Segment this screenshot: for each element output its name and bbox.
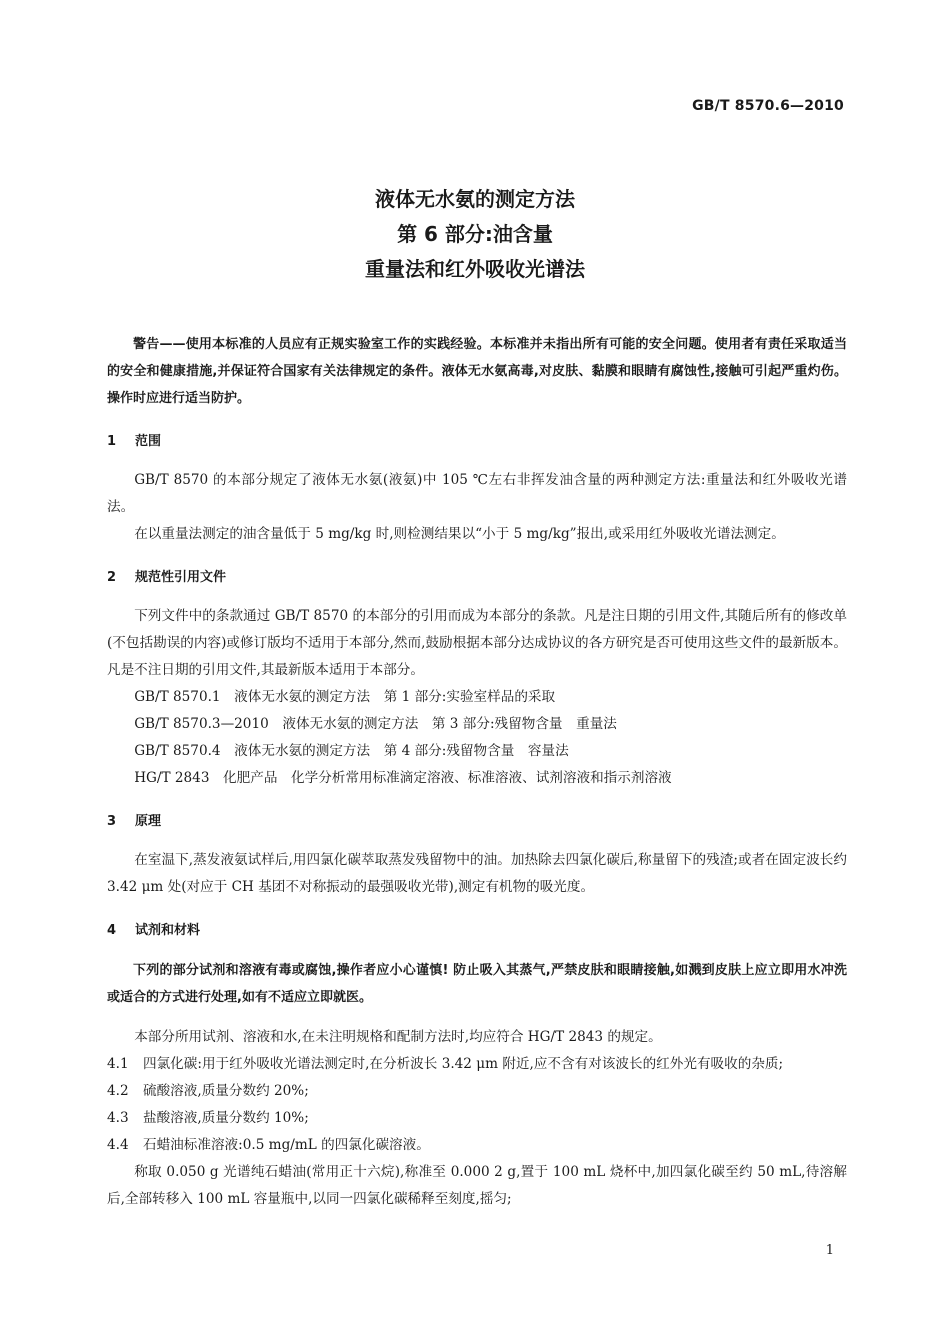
clause-text: 石蜡油标准溶液:0.5 mg/mL 的四氯化碳溶液。 xyxy=(143,1137,430,1153)
clause-text: 硫酸溶液,质量分数约 20%; xyxy=(143,1083,309,1099)
clause-item xyxy=(107,1078,847,1105)
section-2-paragraph-1: 下列文件中的条款通过 GB/T 8570 的本部分的引用而成为本部分的条款。凡是注日期的引用文件,其随后所有的修改单(不包括勘误的内容)或修订版均不适用于本部分,然而,鼓励根据本部分达成协议的各方研究是否可使用这些文件的最新版本。凡是不注日期的引用文件,其最新版本适用于本部分。 xyxy=(107,608,847,678)
section-1-paragraph-2: 在以重量法测定的油含量低于 5 mg/kg 时,则检测结果以“小于 5 mg/kg”报出,或采用红外吸收光谱法测定。 xyxy=(134,526,785,542)
reference-item: HG/T 2843 化肥产品 化学分析常用标准滴定溶液、标准溶液、试剂溶液和指示剂溶液 xyxy=(134,770,672,786)
clause-number: 4.1 xyxy=(107,1056,129,1072)
clause-number: 4.4 xyxy=(107,1137,129,1153)
clause-text: 盐酸溶液,质量分数约 10%; xyxy=(143,1110,309,1126)
section-4-paragraph-2: 称取 0.050 g 光谱纯石蜡油(常用正十六烷),称准至 0.000 2 g,置于 100 mL 烧杯中,加四氯化碳至约 50 mL,待溶解后,全部转移入 100 mL 容量瓶中,以同一四氯化碳稀释至刻度,摇匀; xyxy=(107,1164,847,1207)
section-number: 3 xyxy=(107,814,117,829)
title-line-1: 液体无水氨的测定方法 xyxy=(375,187,575,211)
section-number: 1 xyxy=(107,434,117,449)
section-4-paragraph-1: 本部分所用试剂、溶液和水,在未注明规格和配制方法时,均应符合 HG/T 2843 的规定。 xyxy=(134,1029,662,1045)
section-number: 4 xyxy=(107,923,117,938)
section-3-paragraph-1: 在室温下,蒸发液氨试样后,用四氯化碳萃取蒸发残留物中的油。加热除去四氯化碳后,称量留下的残渣;或者在固定波长约 3.42 μm 处(对应于 CH 基团不对称振动的最强吸收光带),测定有机物的吸光度。 xyxy=(107,852,847,895)
document-title xyxy=(0,182,950,287)
document-body xyxy=(107,318,847,1213)
section-1-paragraph-1: GB/T 8570 的本部分规定了液体无水氨(液氨)中 105 ℃左右非挥发油含量的两种测定方法:重量法和红外吸收光谱法。 xyxy=(107,472,847,515)
clause-item xyxy=(107,1105,847,1132)
section-title: 原理 xyxy=(135,814,162,829)
title-line-3: 重量法和红外吸收光谱法 xyxy=(365,257,585,281)
section-number: 2 xyxy=(107,570,117,585)
section-3-heading xyxy=(107,808,847,835)
title-line-2: 第 6 部分:油含量 xyxy=(397,222,553,246)
reagent-safety-warning: 下列的部分试剂和溶液有毒或腐蚀,操作者应小心谨慎! 防止吸入其蒸气,严禁皮肤和眼睛接触,如溅到皮肤上应立即用水冲洗或适合的方式进行处理,如有不适应立即就医。 xyxy=(107,963,847,1005)
reference-item: GB/T 8570.1 液体无水氨的测定方法 第 1 部分:实验室样品的采取 xyxy=(134,689,556,705)
standard-code: GB/T 8570.6—2010 xyxy=(692,98,844,114)
clause-item xyxy=(107,1132,847,1159)
clause-number: 4.3 xyxy=(107,1110,129,1126)
section-title: 试剂和材料 xyxy=(135,923,201,938)
reference-item: GB/T 8570.3—2010 液体无水氨的测定方法 第 3 部分:残留物含量 重量法 xyxy=(134,716,617,732)
section-title: 范围 xyxy=(135,434,162,449)
clause-item xyxy=(107,1051,847,1078)
section-title: 规范性引用文件 xyxy=(135,570,227,585)
section-4-heading xyxy=(107,917,847,944)
clause-number: 4.2 xyxy=(107,1083,129,1099)
reference-item: GB/T 8570.4 液体无水氨的测定方法 第 4 部分:残留物含量 容量法 xyxy=(134,743,569,759)
section-1-heading xyxy=(107,428,847,455)
section-2-heading xyxy=(107,564,847,591)
page-number: 1 xyxy=(825,1243,834,1258)
clause-text: 四氯化碳:用于红外吸收光谱法测定时,在分析波长 3.42 μm 附近,应不含有对该波长的红外光有吸收的杂质; xyxy=(143,1056,784,1072)
safety-warning: 警告——使用本标准的人员应有正规实验室工作的实践经验。本标准并未指出所有可能的安全问题。使用者有责任采取适当的安全和健康措施,并保证符合国家有关法律规定的条件。液体无水氨高毒,对皮肤、黏膜和眼睛有腐蚀性,接触可引起严重灼伤。操作时应进行适当防护。 xyxy=(107,337,847,406)
